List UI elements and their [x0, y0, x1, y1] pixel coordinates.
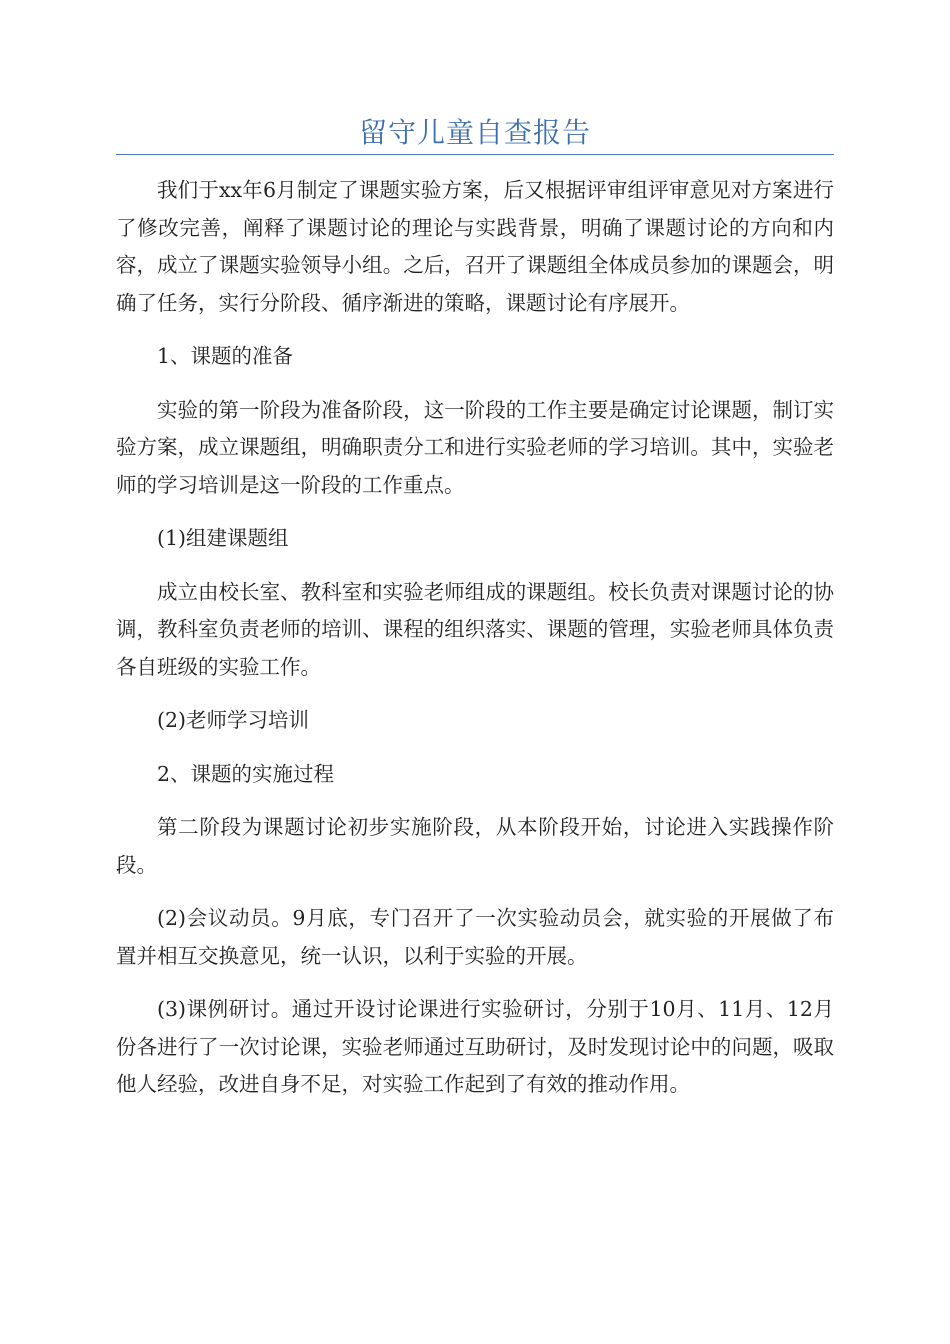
- document-title: 留守儿童自查报告: [358, 116, 591, 149]
- preparation-paragraph: 实验的第一阶段为准备阶段，这一阶段的工作主要是确定讨论课题，制订实验方案，成立课题组，明确职责分工和进行实验老师的学习培训。其中，实验老师的学习培训是这一阶段的工作重点。: [116, 397, 834, 497]
- subheading-teacher-training: (2)老师学习培训: [157, 708, 310, 732]
- section-heading-preparation: 1、课题的准备: [157, 344, 294, 368]
- form-group-paragraph: 成立由校长室、教科室和实验老师组成的课题组。校长负责对课题讨论的协调，教科室负责老师的培训、课程的组织落实、课题的管理，实验老师具体负责各自班级的实验工作。: [116, 579, 834, 679]
- subheading-form-group: (1)组建课题组: [157, 526, 289, 550]
- mobilization-paragraph: (2)会议动员。9月底，专门召开了一次实验动员会，就实验的开展做了布置并相互交换意见，统一认识，以利于实验的开展。: [116, 906, 834, 968]
- case-study-paragraph: (3)课例研讨。通过开设讨论课进行实验研讨，分别于10月、11月、12月份各进行了一次讨论课，实验老师通过互助研讨，及时发现讨论中的问题，吸取他人经验，改进自身不足，对实验工作起到了有效的推动作用。: [116, 997, 834, 1096]
- document-body: [116, 172, 834, 1120]
- intro-paragraph: 我们于xx年6月制定了课题实验方案，后又根据评审组评审意见对方案进行了修改完善，阐释了课题讨论的理论与实践背景，明确了课题讨论的方向和内容，成立了课题实验领导小组。之后，召开了课题组全体成员参加的课题会，明确了任务，实行分阶段、循序渐进的策略，课题讨论有序展开。: [116, 178, 834, 315]
- section-heading-implementation: 2、课题的实施过程: [157, 761, 335, 786]
- implementation-paragraph: 第二阶段为课题讨论初步实施阶段，从本阶段开始，讨论进入实践操作阶段。: [116, 815, 834, 877]
- title-underline: [116, 154, 834, 155]
